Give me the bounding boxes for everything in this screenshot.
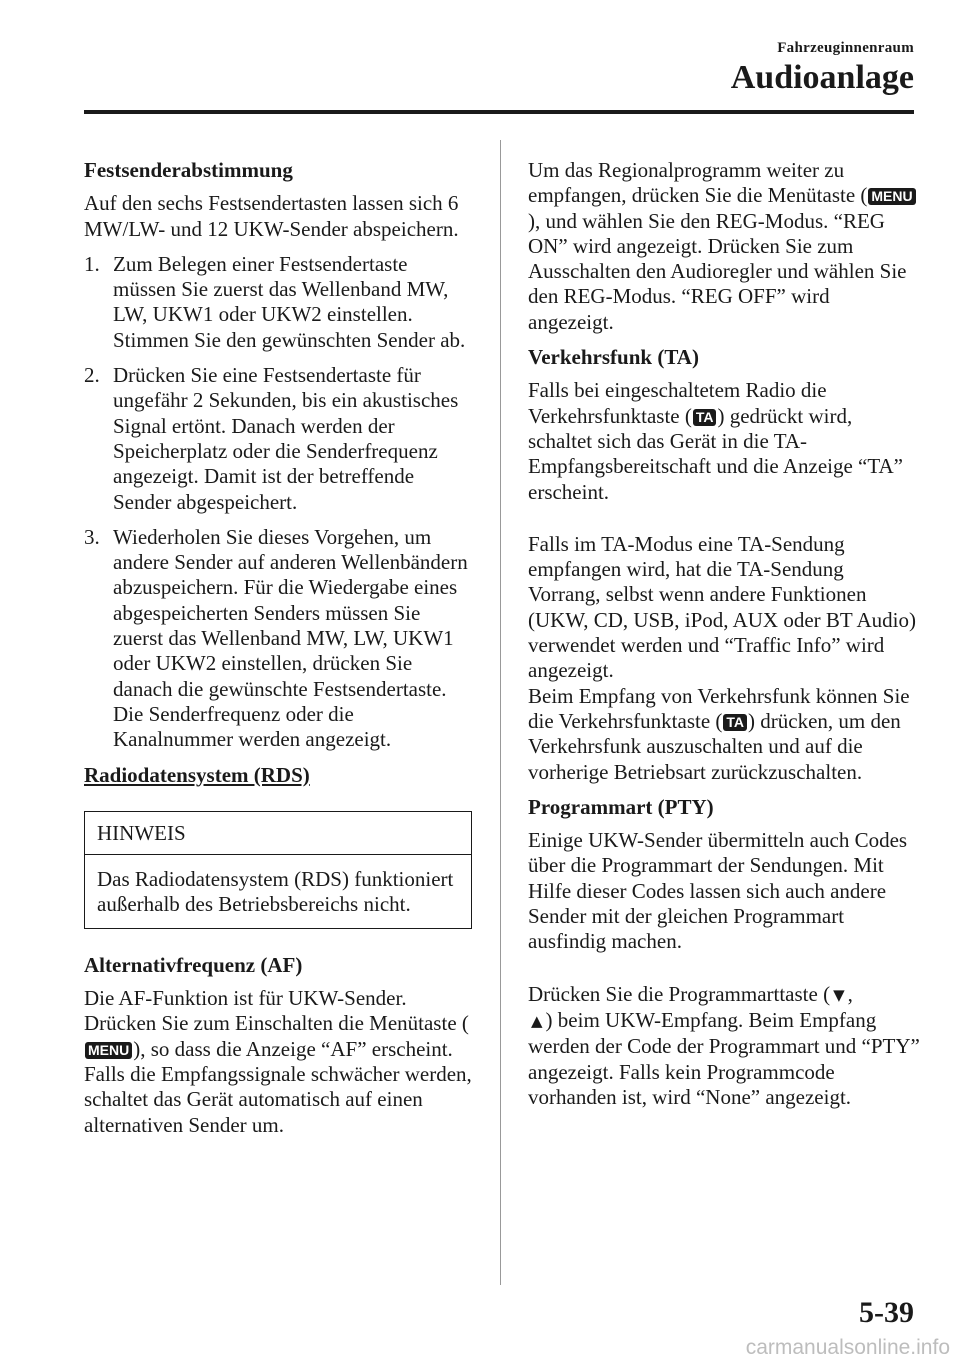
note-title: HINWEIS — [85, 812, 471, 855]
down-arrow-icon: ▼ — [833, 985, 845, 1004]
step-number: 2. — [84, 363, 100, 388]
af-paragraph: Die AF-Funktion ist für UKW-Sender. Drücken Sie zum Einschalten die Menütaste (MENU ), so dass die Anzeige “AF” erscheint. Falls die Empfangssignale schwächer werden, schaltet das Gerät automatisch auf einen alternativen Sender um. — [84, 986, 472, 1137]
step-number: 3. — [84, 524, 100, 549]
ta-paragraph-1: Falls bei eingeschaltetem Radio die Verkehrsfunktaste ( TA ) gedrückt wird, schaltet sich das Gerät in die TA-Empfangsbereitschaft und die Anzeige “TA” erscheint. — [528, 378, 904, 504]
note-text: Das Radiodatensystem (RDS) funktioniert außerhalb des Betriebsbereichs nicht. — [97, 867, 454, 917]
step-text: Zum Belegen einer Festsendertaste müssen Sie zuerst das Wellenband MW, LW, UKW1 oder UKW2 einstellen. Stimmen Sie den gewünschten Sender ab. — [113, 251, 466, 352]
header-rule — [84, 110, 914, 114]
menu-button-icon: MENU — [85, 1042, 132, 1059]
column-divider — [500, 140, 501, 1285]
pty-heading: Programmart (PTY) — [528, 794, 714, 819]
rds-heading: Radiodatensystem (RDS) — [84, 762, 310, 787]
ta-heading: Verkehrsfunk (TA) — [528, 345, 699, 370]
note-box — [84, 811, 472, 929]
preset-steps — [84, 252, 472, 753]
page-header — [731, 40, 914, 95]
list-item — [84, 252, 472, 353]
pty-paragraph-2: Drücken Sie die Programmarttaste ( ▼ , ▲ ) beim UKW-Empfang. Beim Empfang werden der Code der Programmart und “PTY” angezeigt. Falls kein Programmcode vorhanden ist, wird “None” angezeigt. — [528, 981, 920, 1109]
list-item — [84, 525, 472, 753]
left-column — [84, 158, 472, 1148]
right-column — [528, 158, 920, 1120]
chapter-title: Audioanlage — [730, 59, 914, 96]
menu-button-icon: MENU — [868, 188, 915, 205]
step-text: Drücken Sie eine Festsendertaste für ungefähr 2 Sekunden, bis ein akustisches Signal ertönt. Danach werden der Speicherplatz oder die Senderfrequenz angezeigt. Damit ist der betreffende Sender abgespeichert. — [113, 363, 459, 514]
watermark: carmanualsonline.info — [745, 1336, 950, 1359]
list-item — [84, 363, 472, 515]
pty-paragraph-1: Einige UKW-Sender übermitteln auch Codes über die Programmart der Sendungen. Mit Hilfe dieser Codes lassen sich auch andere Sender mit der gleichen Programmart ausfindig machen. — [528, 828, 908, 954]
ta-paragraph-2: Falls im TA-Modus eine TA-Sendung empfangen wird, hat die TA-Sendung Vorrang, selbst wenn andere Funktionen (UKW, CD, USB, iPod, AUX oder BT Audio) verwendet werden und “Traffic Info” wird angezeigt. Beim Empfang von Verkehrsfunk können Sie die Verkehrsfunktaste ( TA ) drücken, um den Verkehrsfunk auszuschalten und auf die vorherige Betriebsart zurückzuschalten. — [528, 531, 916, 784]
up-arrow-icon: ▲ — [531, 1011, 543, 1030]
af-heading: Alternativfrequenz (AF) — [84, 952, 303, 977]
reg-paragraph: Um das Regionalprogramm weiter zu empfangen, drücken Sie die Menütaste ( MENU), und wählen Sie den REG-Modus. “REG ON” wird angezeigt. Drücken Sie zum Ausschalten den Audioregler und wählen Sie den REG-Modus. “REG OFF” wird angezeigt. — [528, 158, 920, 335]
step-text: Wiederholen Sie dieses Vorgehen, um andere Sender auf anderen Wellenbändern abzuspeichern. Für die Wiedergabe eines abgespeicherten Senders müssen Sie zuerst das Wellenband MW, LW, UKW1 oder UKW2 einstellen, drücken Sie danach die gewünschte Festsendertaste. Die Senderfrequenz oder die Kanalnummer werden angezeigt. — [113, 524, 468, 752]
section-title: Fahrzeuginnenraum — [777, 40, 914, 56]
ta-button-icon: TA — [693, 409, 717, 426]
preset-intro: Auf den sechs Festsendertasten lassen sich 6 MW/LW- und 12 UKW-Sender abspeichern. — [84, 191, 459, 241]
page-number: 5-39 — [859, 1296, 914, 1329]
step-number: 1. — [84, 251, 100, 276]
ta-button-icon: TA — [723, 714, 747, 731]
preset-heading: Festsenderabstimmung — [84, 158, 293, 182]
